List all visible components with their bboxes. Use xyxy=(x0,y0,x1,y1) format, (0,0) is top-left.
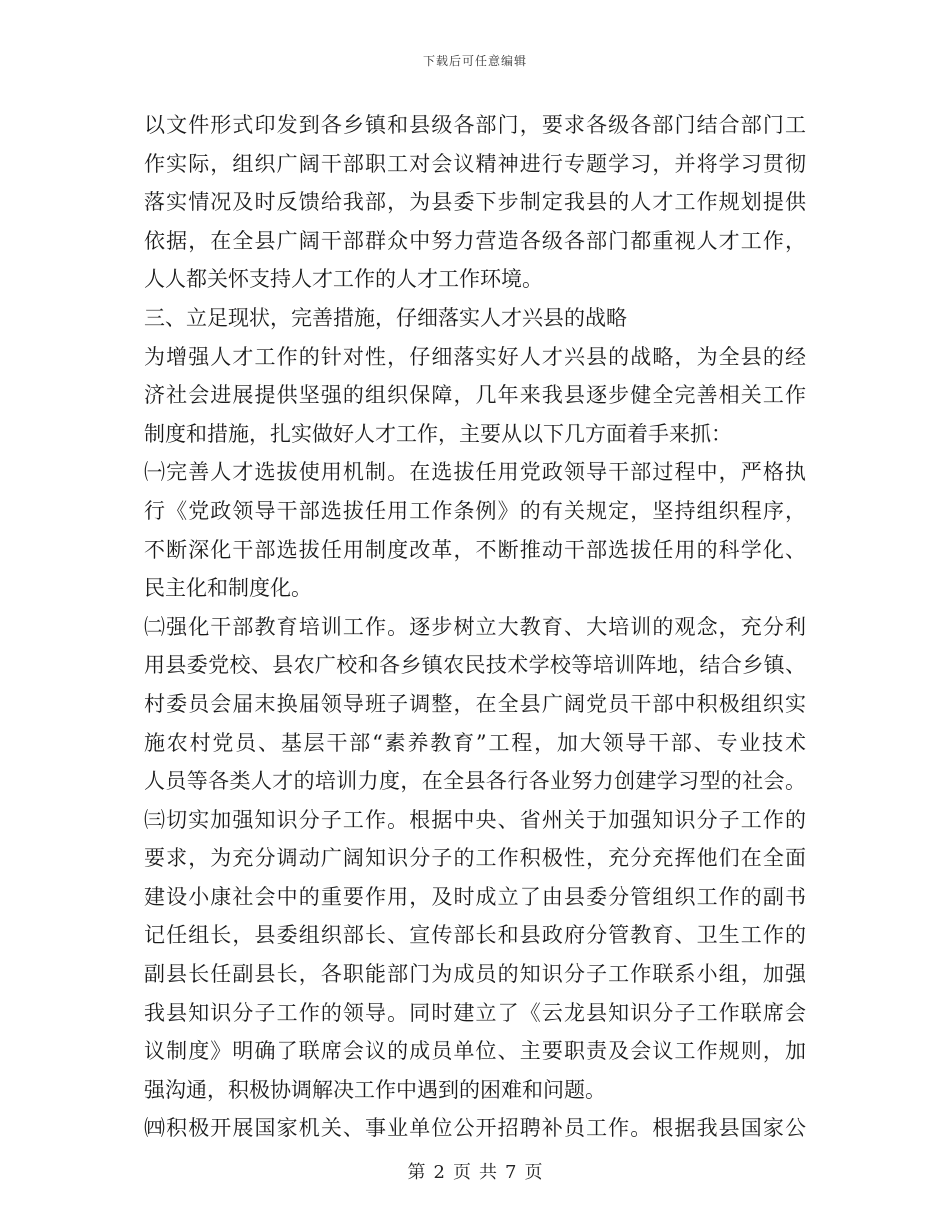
text-line: 三、立足现状，完善措施，仔细落实人才兴县的战略 xyxy=(144,305,627,330)
text-line: 用县委党校、县农广校和各乡镇农民技术学校等培训阵地，结合乡镇、 xyxy=(144,653,806,678)
text-line: 村委员会届末换届领导班子调整，在全县广阔党员干部中积极组织实 xyxy=(144,691,806,716)
text-line: ㈡强化干部教育培训工作。逐步树立大教育、大培训的观念，充分利 xyxy=(144,614,806,639)
text-line: 议制度》明确了联席会议的成员单位、主要职责及会议工作规则，加 xyxy=(144,1039,806,1064)
footer-prefix: 第 xyxy=(407,1162,426,1183)
footer-current-page: 2 xyxy=(433,1162,445,1183)
footer-total-word: 共 xyxy=(479,1162,497,1183)
page-number-footer xyxy=(0,1158,950,1184)
page-header-note: 下载后可任意编辑 xyxy=(422,54,527,68)
footer-page-word: 页 xyxy=(453,1162,471,1183)
footer-suffix: 页 xyxy=(524,1162,543,1183)
text-line: 以文件形式印发到各乡镇和县级各部门，要求各级各部门结合部门工 xyxy=(144,113,806,137)
text-line: 要求，为充分调动广阔知识分子的工作积极性，充分充挥他们在全面 xyxy=(144,846,806,871)
text-line: 记任组长，县委组织部长、宣传部长和县政府分管教育、卫生工作的 xyxy=(144,923,806,948)
text-line: 我县知识分子工作的领导。同时建立了《云龙县知识分子工作联席会 xyxy=(144,1000,806,1025)
text-line: 民主化和制度化。 xyxy=(144,576,312,601)
text-line: ㈣积极开展国家机关、事业单位公开招聘补员工作。根据我县国家公 xyxy=(144,1116,806,1141)
text-line: 制度和措施，扎实做好人才工作，主要从以下几方面着手来抓： xyxy=(144,421,732,446)
text-line: 作实际，组织广阔干部职工对会议精神进行专题学习，并将学习贯彻 xyxy=(144,151,806,176)
text-line: 依据，在全县广阔干部群众中努力营造各级各部门都重视人才工作， xyxy=(144,228,806,253)
text-line: 副县长任副县长，各职能部门为成员的知识分子工作联系小组，加强 xyxy=(144,962,806,987)
document-body xyxy=(144,106,806,1148)
text-line: 人员等各类人才的培训力度，在全县各行各业努力创建学习型的社会。 xyxy=(144,769,806,794)
text-line: 施农村党员、基层干部“素养教育”工程，加大领导干部、专业技术 xyxy=(144,730,806,755)
text-line: 不断深化干部选拔任用制度改革，不断推动干部选拔任用的科学化、 xyxy=(144,537,806,562)
text-line: 行《党政领导干部选拔任用工作条例》的有关规定，坚持组织程序， xyxy=(144,498,806,523)
text-line: ㈠完善人才选拔使用机制。在选拔任用党政领导干部过程中，严格执 xyxy=(144,460,806,485)
footer-total-pages: 7 xyxy=(505,1162,517,1183)
text-line: 为增强人才工作的针对性，仔细落实好人才兴县的战略，为全县的经 xyxy=(144,344,806,369)
text-line: 建设小康社会中的重要作用，及时成立了由县委分管组织工作的副书 xyxy=(144,884,806,909)
text-line: 落实情况及时反馈给我部，为县委下步制定我县的人才工作规划提供 xyxy=(144,190,806,215)
text-line: 济社会进展提供坚强的组织保障，几年来我县逐步健全完善相关工作 xyxy=(144,383,806,408)
text-line: ㈢切实加强知识分子工作。根据中央、省州关于加强知识分子工作的 xyxy=(144,807,806,832)
text-line: 人人都关怀支持人才工作的人才工作环境。 xyxy=(144,267,543,292)
text-line: 强沟通，积极协调解决工作中遇到的困难和问题。 xyxy=(144,1077,606,1102)
